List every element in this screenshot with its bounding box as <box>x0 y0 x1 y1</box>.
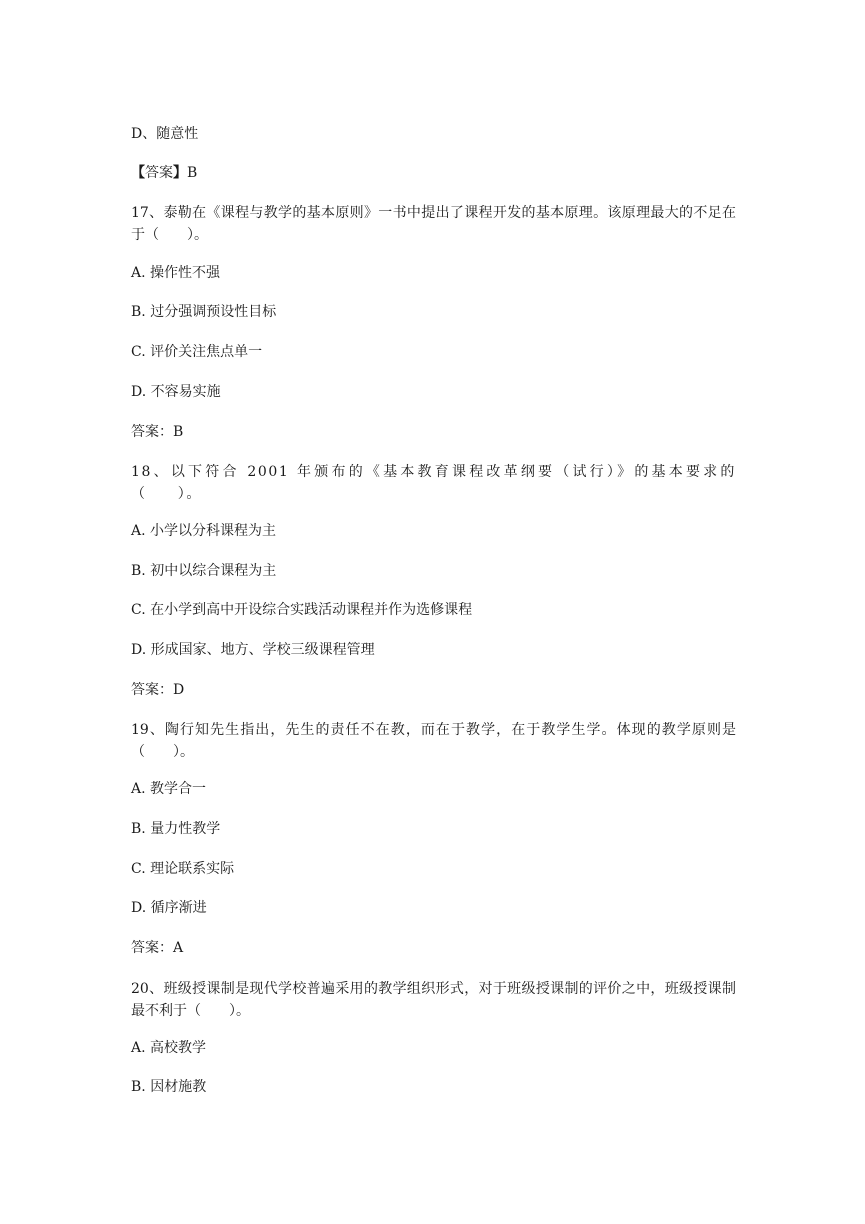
q19-answer: 答案：A <box>131 940 184 956</box>
q19-option-d: D. 循序渐进 <box>131 900 207 916</box>
q16-answer <box>131 163 197 183</box>
q16-option-d: D、随意性 <box>131 126 199 142</box>
q18-stem: 18、以下符合 2001 年颁布的《基本教育课程改革纲要（试行）》的基本要求的（ ）。 <box>131 464 736 502</box>
q19-option-a: A. 教学合一 <box>131 781 207 797</box>
q17-option-a: A. 操作性不强 <box>131 265 221 281</box>
q18-answer: 答案：D <box>131 682 185 698</box>
q18-option-a: A. 小学以分科课程为主 <box>131 523 277 539</box>
q16-answer-bracket-close: 】 <box>173 165 187 181</box>
q17-answer: 答案：B <box>131 424 184 440</box>
q17-stem: 17、泰勒在《课程与教学的基本原则》一书中提出了课程开发的基本原理。该原理最大的不足在于（ ）。 <box>131 205 736 243</box>
q20-option-b: B. 因材施教 <box>131 1079 207 1095</box>
q20-option-a: A. 高校教学 <box>131 1040 207 1056</box>
q16-answer-bracket-open: 【 <box>131 165 145 181</box>
q16-answer-label: 答案 <box>145 165 173 181</box>
q20-stem: 20、班级授课制是现代学校普遍采用的教学组织形式，对于班级授课制的评价之中，班级授课制最不利于（ ）。 <box>131 981 736 1019</box>
q19-option-b: B. 量力性教学 <box>131 821 221 837</box>
q17-option-d: D. 不容易实施 <box>131 384 221 400</box>
q19-stem: 19、陶行知先生指出，先生的责任不在教，而在于教学，在于教学生学。体现的教学原则是（ ）。 <box>131 722 736 760</box>
q18-option-c: C. 在小学到高中开设综合实践活动课程并作为选修课程 <box>131 602 473 618</box>
q16-answer-value: B <box>187 165 198 181</box>
q17-option-c: C. 评价关注焦点单一 <box>131 344 263 360</box>
q17-option-b: B. 过分强调预设性目标 <box>131 304 277 320</box>
q18-option-b: B. 初中以综合课程为主 <box>131 563 277 579</box>
q18-option-d: D. 形成国家、地方、学校三级课程管理 <box>131 642 375 658</box>
q19-option-c: C. 理论联系实际 <box>131 861 235 877</box>
